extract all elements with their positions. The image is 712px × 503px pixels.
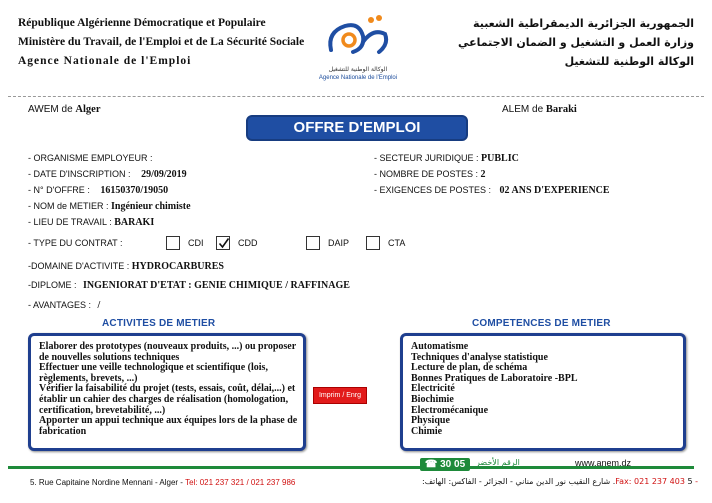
cdi-checkbox[interactable] — [166, 236, 180, 250]
check-icon — [218, 237, 230, 249]
date-label: - DATE D'INSCRIPTION : — [28, 169, 131, 179]
competence-line: Lecture de plan, de schéma — [411, 362, 528, 374]
activites-title: ACTIVITES DE METIER — [102, 318, 216, 329]
header-ar-line-1: الجمهورية الجزائرية الديمقراطية الشعبية — [473, 17, 694, 30]
alem-field — [502, 104, 577, 115]
green-number — [420, 458, 470, 471]
offre-value: 16150370/19050 — [100, 185, 169, 196]
postes-value: 2 — [480, 169, 486, 180]
organisme-label: - ORGANISME EMPLOYEUR : — [28, 153, 153, 163]
header-french — [18, 14, 304, 71]
logo-arabic-text: الوكالة الوطنية للتشغيل — [328, 66, 388, 73]
anem-logo — [312, 12, 404, 92]
footer-address-arabic — [422, 477, 698, 486]
cdd-label: CDD — [238, 238, 258, 248]
activites-box — [28, 333, 306, 451]
field-avantages — [28, 300, 100, 311]
competence-line: Techniques d'analyse statistique — [411, 351, 548, 363]
anem-logo-icon — [323, 12, 393, 66]
cdd-checkbox[interactable] — [216, 236, 230, 250]
activite-line: Vérifier la faisabilité du projet (tests, essais, coût, délai,...) et — [39, 383, 296, 395]
alem-label: ALEM de — [502, 104, 544, 115]
header-arabic — [458, 14, 694, 71]
lieu-label: - LIEU DE TRAVAIL : — [28, 217, 112, 227]
header-fr-line-1: République Algérienne Démocratique et Populaire — [18, 17, 266, 29]
daip-label: DAIP — [328, 238, 350, 248]
avantages-label: - AVANTAGES : — [28, 300, 92, 310]
field-domaine — [28, 261, 224, 272]
contract-type — [28, 235, 468, 255]
activite-line: Elaborer des prototypes (nouveaux produits, ...) ou proposer — [39, 341, 297, 352]
phone-icon: ☎ — [424, 459, 438, 470]
exigences-value: 02 ANS D'EXPERIENCE — [499, 185, 610, 196]
domaine-value: HYDROCARBURES — [131, 261, 224, 272]
logo-french-text: Agence Nationale de l'Emploi — [318, 75, 398, 81]
activite-line: établir un cahier des charges de réalisation (homologation, — [39, 393, 289, 405]
activite-line: règlements, brevets, ...) — [39, 372, 138, 384]
cdi-label: CDI — [188, 238, 204, 248]
secteur-value: PUBLIC — [481, 153, 519, 164]
diplome-label: -DIPLOME : — [28, 280, 77, 290]
address-fr-fax: - Fax: 021 237 403 — [615, 477, 698, 486]
competences-title: COMPETENCES DE METIER — [472, 318, 611, 329]
competence-line: Biochimie — [411, 393, 454, 405]
competence-line: Electromécanique — [411, 404, 489, 416]
alem-value: Baraki — [545, 104, 577, 115]
exigences-label: - EXIGENCES DE POSTES : — [374, 185, 492, 195]
lieu-value: BARAKI — [114, 217, 155, 228]
header-fr-line-3: Agence Nationale de l'Emploi — [18, 55, 192, 67]
field-metier — [28, 201, 191, 212]
metier-value: Ingénieur chimiste — [111, 201, 191, 212]
footer-address — [30, 478, 295, 487]
field-secteur — [374, 153, 519, 164]
address-fr-street: 5. Rue Capitaine Nordine Mennani - Alger - — [30, 478, 183, 487]
date-value: 29/09/2019 — [141, 169, 187, 180]
field-lieu — [28, 217, 154, 228]
header-ar-line-2: وزارة العمل و التشغيل و الضمان الاجتماعي — [458, 36, 694, 49]
green-number-arabic: الرقم الأخضر — [476, 458, 520, 467]
secteur-label: - SECTEUR JURIDIQUE : — [374, 153, 479, 163]
field-exigences — [374, 185, 610, 196]
field-date — [28, 169, 187, 180]
offre-label: - N° D'OFFRE : — [28, 185, 90, 195]
competence-line: Automatisme — [411, 341, 469, 352]
page-title: OFFRE D'EMPLOI — [246, 115, 468, 141]
competence-line: Electricité — [411, 383, 455, 395]
activite-line: Effectuer une veille technologique et scientifique (lois, — [39, 362, 268, 374]
daip-checkbox[interactable] — [306, 236, 320, 250]
address-ar: 5. شارع النقيب نور الدين مناني - الجزائر - الفاكس: الهاتف: — [422, 477, 693, 486]
address-fr-tel: Tel: 021 237 321 / 021 237 986 — [185, 478, 296, 487]
competence-line: Chimie — [411, 425, 443, 437]
cta-checkbox[interactable] — [366, 236, 380, 250]
domaine-label: -DOMAINE D'ACTIVITE : — [28, 261, 130, 271]
activite-line: certification, brevetabilité, ...) — [39, 404, 166, 416]
avantages-value: / — [97, 300, 101, 311]
field-organisme — [28, 153, 153, 164]
imprim-enrg-button[interactable]: Imprim / Enrg sous — [313, 387, 367, 404]
header-divider — [8, 96, 704, 97]
competence-line: Physique — [411, 415, 450, 427]
awem-field — [28, 104, 101, 115]
cta-label: CTA — [388, 238, 406, 248]
diplome-value: INGENIORAT D'ETAT : GENIE CHIMIQUE / RAFFINAGE — [83, 280, 350, 291]
awem-value: Alger — [75, 104, 101, 115]
contract-label: - TYPE DU CONTRAT : — [28, 238, 123, 248]
website-link[interactable]: www.anem.dz — [575, 458, 632, 468]
competence-line: Bonnes Pratiques de Laboratoire -BPL — [411, 372, 578, 384]
awem-label: AWEM de — [28, 104, 73, 115]
field-postes — [374, 169, 486, 180]
activite-line: fabrication — [39, 425, 87, 437]
green-number-value: 30 05 — [440, 459, 466, 470]
field-offre — [28, 185, 168, 196]
activite-line: de nouvelles solutions techniques — [39, 351, 180, 363]
activite-line: Apporter un appui technique aux équipes lors de la phase de — [39, 415, 298, 427]
header-ar-line-3: الوكالة الوطنية للتشغيل — [564, 55, 694, 68]
postes-label: - NOMBRE DE POSTES : — [374, 169, 479, 179]
header-fr-line-2: Ministère du Travail, de l'Emploi et de La Sécurité Sociale — [18, 36, 305, 48]
field-diplome — [28, 280, 350, 291]
metier-label: - NOM de METIER : — [28, 201, 109, 211]
competences-box — [400, 333, 686, 451]
